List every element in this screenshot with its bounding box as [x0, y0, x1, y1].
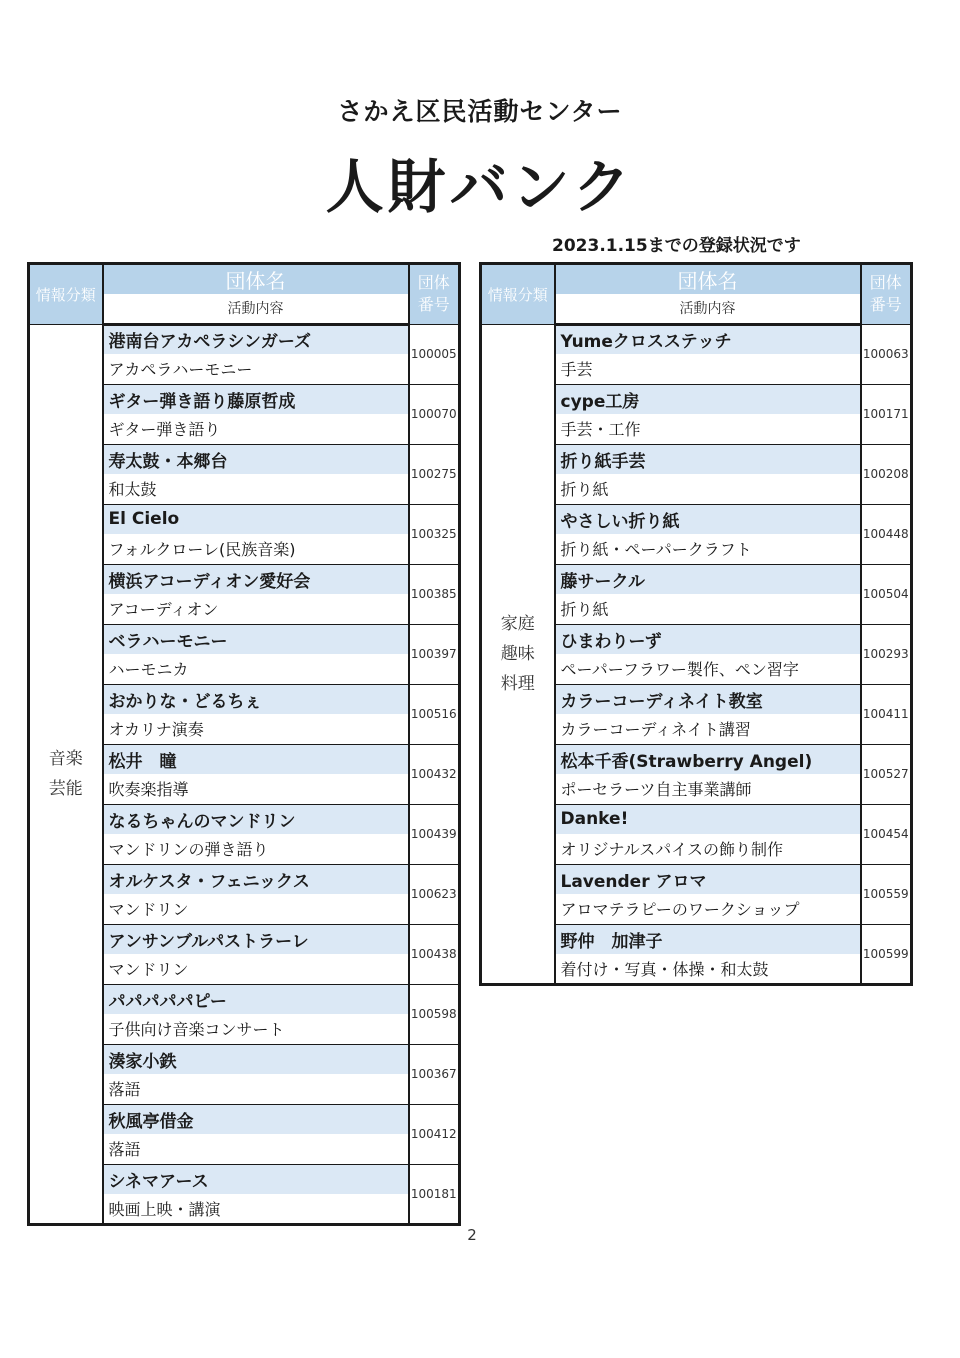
group-name: 藤サークル	[555, 564, 861, 594]
activity-content: 吹奏楽指導	[103, 774, 409, 804]
left-roster-table	[27, 262, 461, 1226]
category-line: 料理	[500, 673, 535, 694]
activity-content: 手芸	[555, 354, 861, 384]
activity-content: アコーディオン	[103, 594, 409, 624]
right-roster-table	[479, 262, 913, 986]
group-name: 秋風亭借金	[103, 1104, 409, 1134]
group-number: 100438	[409, 924, 460, 984]
group-name: やさしい折り紙	[555, 504, 861, 534]
group-number: 100385	[409, 564, 460, 624]
group-name: おかりな・どるちぇ	[103, 684, 409, 714]
group-number: 100063	[861, 324, 912, 384]
activity-content: オカリナ演奏	[103, 714, 409, 744]
group-number: 100367	[409, 1044, 460, 1104]
table-row	[481, 324, 912, 354]
group-number: 100005	[409, 324, 460, 384]
group-number: 100598	[409, 984, 460, 1044]
activity-content: アカペラハーモニー	[103, 354, 409, 384]
table-row	[29, 324, 460, 354]
header-number-line2: 番号	[417, 295, 450, 315]
activity-content: 折り紙・ペーパークラフト	[555, 534, 861, 564]
activity-content: オリジナルスパイスの飾り制作	[555, 834, 861, 864]
group-name: 横浜アコーディオン愛好会	[103, 564, 409, 594]
header-number	[861, 264, 912, 325]
group-number: 100275	[409, 444, 460, 504]
header-category: 情報分類	[29, 264, 103, 325]
header-category: 情報分類	[481, 264, 555, 325]
activity-content: 折り紙	[555, 594, 861, 624]
activity-content: マンドリン	[103, 894, 409, 924]
group-number: 100439	[409, 804, 460, 864]
activity-content: マンドリンの弾き語り	[103, 834, 409, 864]
category-line: 趣味	[500, 643, 535, 664]
group-number: 100412	[409, 1104, 460, 1164]
activity-content: 手芸・工作	[555, 414, 861, 444]
group-name: 湊家小鉄	[103, 1044, 409, 1074]
page-number: 2	[467, 1226, 477, 1244]
group-name: なるちゃんのマンドリン	[103, 804, 409, 834]
header-number	[409, 264, 460, 325]
group-number: 100504	[861, 564, 912, 624]
category-cell	[481, 324, 555, 984]
activity-content: 子供向け音楽コンサート	[103, 1014, 409, 1044]
category-line: 音楽	[48, 748, 83, 769]
group-number: 100448	[861, 504, 912, 564]
group-name: 松井 瞳	[103, 744, 409, 774]
group-number: 100559	[861, 864, 912, 924]
group-name: オルケスタ・フェニックス	[103, 864, 409, 894]
group-name: cype工房	[555, 384, 861, 414]
group-number: 100516	[409, 684, 460, 744]
category-line: 芸能	[48, 778, 83, 799]
category-line: 家庭	[500, 613, 535, 634]
status-date: 2023.1.15までの登録状況です	[552, 236, 801, 256]
group-name: Lavender アロマ	[555, 864, 861, 894]
group-number: 100325	[409, 504, 460, 564]
activity-content: 和太鼓	[103, 474, 409, 504]
group-name: 寿太鼓・本郷台	[103, 444, 409, 474]
activity-content: 映画上映・講演	[103, 1194, 409, 1224]
group-number: 100432	[409, 744, 460, 804]
activity-content: フォルクローレ(民族音楽)	[103, 534, 409, 564]
group-number: 100527	[861, 744, 912, 804]
group-number: 100599	[861, 924, 912, 984]
group-name: Danke!	[555, 804, 861, 834]
group-number: 100411	[861, 684, 912, 744]
group-number: 100293	[861, 624, 912, 684]
group-number: 100454	[861, 804, 912, 864]
group-name: カラーコーディネイト教室	[555, 684, 861, 714]
activity-content: ギター弾き語り	[103, 414, 409, 444]
group-name: 松本千香(Strawberry Angel)	[555, 744, 861, 774]
group-name: シネマアース	[103, 1164, 409, 1194]
header-group-name: 団体名	[555, 264, 861, 295]
header-activity: 活動内容	[103, 294, 409, 324]
header-activity: 活動内容	[555, 294, 861, 324]
header-number-line1: 団体	[869, 273, 902, 293]
activity-content: カラーコーディネイト講習	[555, 714, 861, 744]
group-name: 港南台アカペラシンガーズ	[103, 324, 409, 354]
activity-content: マンドリン	[103, 954, 409, 984]
group-number: 100181	[409, 1164, 460, 1224]
group-number: 100623	[409, 864, 460, 924]
activity-content: ポーセラーツ自主事業講師	[555, 774, 861, 804]
activity-content: 落語	[103, 1134, 409, 1164]
activity-content: 折り紙	[555, 474, 861, 504]
subtitle: さかえ区民活動センター	[337, 97, 623, 126]
header-group-name: 団体名	[103, 264, 409, 295]
activity-content: 落語	[103, 1074, 409, 1104]
category-cell	[29, 324, 103, 1224]
header-number-line2: 番号	[869, 295, 902, 315]
activity-content: ハーモニカ	[103, 654, 409, 684]
group-number: 100070	[409, 384, 460, 444]
group-name: El Cielo	[103, 504, 409, 534]
group-name: 野仲 加津子	[555, 924, 861, 954]
group-number: 100397	[409, 624, 460, 684]
activity-content: ペーパーフラワー製作、ペン習字	[555, 654, 861, 684]
page-title: 人財バンク	[325, 153, 635, 221]
activity-content: アロマテラピーのワークショップ	[555, 894, 861, 924]
group-name: 折り紙手芸	[555, 444, 861, 474]
group-name: パパパパパピー	[103, 984, 409, 1014]
group-name: ひまわりーず	[555, 624, 861, 654]
group-number: 100208	[861, 444, 912, 504]
group-name: ギター弾き語り藤原哲成	[103, 384, 409, 414]
group-name: ベラハーモニー	[103, 624, 409, 654]
header-number-line1: 団体	[417, 273, 450, 293]
group-name: アンサンブルパストラーレ	[103, 924, 409, 954]
activity-content: 着付け・写真・体操・和太鼓	[555, 954, 861, 984]
group-name: Yumeクロスステッチ	[555, 324, 861, 354]
group-number: 100171	[861, 384, 912, 444]
